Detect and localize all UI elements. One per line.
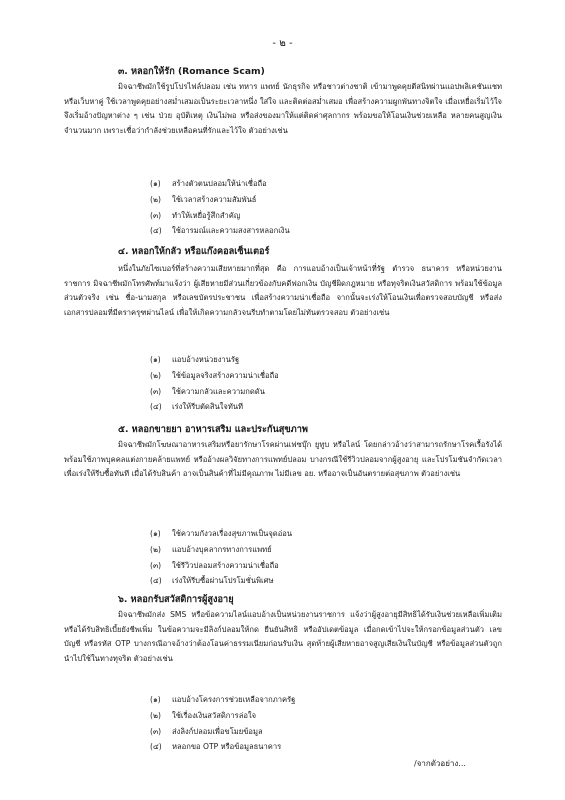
section-4-body: หนึ่งในภัยไซเบอร์ที่สร้างความเสียหายมากที่สุด คือ การแอบอ้างเป็นเจ้าหน้าที่รัฐ ตำรวจ ธนาคาร หรือหน่วยงานราชการ มิจฉาชีพมักโทรศัพท์มาแจ้งว่า ผู้เสียหายมีส่วนเกี่ยวข้องกับคดีฟอกเงิน บัญชีผิดกฎหมาย หรือทุจริตเงินสวัสดิการ พร้อมใช้ข้อมูลส่วนตัวจริง เช่น ชื่อ-นามสกุล หรือเลขบัตรประชาชน เพื่อสร้างความน่าเชื่อถือ จากนั้นจะเร่งให้โอนเงินเพื่อตรวจสอบบัญชี หรือส่งเอกสารปลอมที่มีตราครุฑผ่านไลน์ เพื่อให้เกิดความกลัวจนรีบทำตามโดยไม่ทันตรวจสอบ ตัวอย่างเช่น (64, 264, 502, 317)
list-item-text: ใช้เวลาสร้างความสัมพันธ์ (172, 194, 257, 204)
list-item-text: ใช้รีวิวปลอมสร้างความน่าเชื่อถือ (172, 560, 279, 570)
list-item-text: สร้างตัวตนปลอมให้น่าเชื่อถือ (172, 179, 267, 188)
list-item-number: (๔) (150, 742, 162, 752)
list-item-number: (๔) (150, 226, 162, 236)
list-item-text: ทำให้เหยื่อรู้สึกสำคัญ (172, 210, 241, 220)
list-item (150, 192, 290, 208)
continuation-note: /จากตัวอย่าง... (414, 759, 466, 768)
list-item-number: (๑) (150, 179, 161, 188)
list-item-number: (๒) (150, 544, 161, 554)
list-item-text: แอบอ้างหน่วยงานรัฐ (172, 355, 240, 364)
page-number: - ๒ - (272, 38, 293, 49)
list-item-text: หลอกขอ OTP หรือข้อมูลธนาคาร (172, 742, 282, 752)
list-item-number: (๓) (150, 726, 162, 736)
list-item-number: (๒) (150, 710, 161, 720)
section-6-body: มิจฉาชีพมักส่ง SMS หรือข้อความไลน์แอบอ้างเป็นหน่วยงานราชการ แจ้งว่าผู้สูงอายุมีสิทธิได้รับเงินช่วยเหลือเพิ่มเติม หรือได้รับสิทธิเบี้ยยังชีพเพิ่ม ในข้อความจะมีลิงก์ปลอมให้กด ยืนยันสิทธิ หรืออัปเดตข้อมูล เมื่อกดเข้าไปจะให้กรอกข้อมูลส่วนตัว เลขบัญชี หรือรหัส OTP บางกรณีอาจอ้างว่าต้องโอนค่าธรรมเนียมก่อนรับเงิน สุดท้ายผู้เสียหายอาจสูญเสียเงินในบัญชี หรือข้อมูลส่วนตัวถูกนำไปใช้ในทางทุจริต ตัวอย่างเช่น (64, 610, 502, 663)
list-item-text: เร่งให้รีบซื้อผ่านโปรโมชั่นพิเศษ (172, 576, 274, 586)
section-5-heading: ๕. หลอกขายยา อาหารเสริม และประกันสุขภาพ (118, 424, 308, 435)
list-item-number: (๒) (150, 194, 161, 204)
section-3-heading: ๓. หลอกให้รัก (Romance Scam) (118, 66, 265, 77)
list-item-number: (๑) (150, 355, 161, 364)
list-item (150, 558, 292, 574)
list-item (150, 542, 292, 558)
list-item-text: ใช้ข้อมูลจริงสร้างความน่าเชื่อถือ (172, 370, 279, 380)
section-5-body: มิจฉาชีพมักโฆษณาอาหารเสริมหรือยารักษาโรคผ่านเฟซบุ๊ก ยูทูบ หรือไลน์ โดยกล่าวอ้างว่าสามารถรักษาโรคเรื้อรังได้ พร้อมใช้ภาพบุคคลแต่งกายคล้ายแพทย์ หรืออ้างผลวิจัยทางการแพทย์ปลอม บางกรณีใช้รีวิวปลอมจากผู้สูงอายุ และโปรโมชันจำกัดเวลา เพื่อเร่งให้รีบซื้อทันที เมื่อได้รับสินค้า อาจเป็นสินค้าที่ไม่มีคุณภาพ ไม่มีเลข อย. หรืออาจเป็นอันตรายต่อสุขภาพ ตัวอย่างเช่น (64, 440, 502, 479)
list-item-text: ใช้เรื่องเงินสวัสดิการล่อใจ (172, 710, 257, 720)
list-item (150, 708, 295, 724)
list-item-number: (๔) (150, 402, 162, 412)
list-item (150, 384, 279, 400)
list-item-text: แอบอ้างบุคลากรทางการแพทย์ (172, 544, 272, 554)
section-3-body: มิจฉาชีพมักใช้รูปโปรไฟล์ปลอม เช่น ทหาร แพทย์ นักธุรกิจ หรือชาวต่างชาติ เข้ามาพูดคุยตีสนิทผ่านแอปพลิเคชันแชทหรือเว็บหาคู่ ใช้เวลาพูดคุยอย่างสม่ำเสมอเป็นระยะเวลาหนึ่ง ใส่ใจ และติดต่อสม่ำเสมอ เพื่อสร้างความผูกพันทางจิตใจ เมื่อเหยื่อเริ่มไว้ใจ จึงเริ่มอ้างปัญหาต่าง ๆ เช่น ป่วย อุบัติเหตุ เงินไม่พอ หรือส่งของมาให้แต่ติดค่าศุลกากร พร้อมขอให้โอนเงินช่วยเหลือ หลายคนสูญเงินจำนวนมาก เพราะเชื่อว่ากำลังช่วยเหลือคนที่รักและไว้ใจ ตัวอย่างเช่น (64, 82, 502, 135)
list-item (150, 208, 290, 224)
list-item (150, 368, 279, 384)
list-item-number: (๓) (150, 210, 162, 220)
list-item-text: เร่งให้รีบตัดสินใจทันที (172, 402, 244, 412)
section-3-list (150, 176, 290, 239)
list-item-number: (๓) (150, 386, 162, 396)
list-item-number: (๓) (150, 560, 162, 570)
section-4-heading: ๔. หลอกให้กลัว หรือแก๊งคอลเซ็นเตอร์ (118, 246, 270, 257)
list-item-text: ส่งลิงก์ปลอมเพื่อขโมยข้อมูล (172, 726, 263, 736)
list-item (150, 526, 292, 542)
list-item-number: (๒) (150, 370, 161, 380)
list-item (150, 399, 279, 415)
section-5-list (150, 526, 292, 589)
list-item-text: ใช้อารมณ์และความสงสารหลอกเงิน (172, 226, 290, 236)
list-item (150, 573, 292, 589)
list-item (150, 692, 295, 708)
list-item-text: ใช้ความกังวลเรื่องสุขภาพเป็นจุดอ่อน (172, 529, 293, 538)
section-4-list (150, 352, 279, 415)
list-item (150, 724, 295, 740)
list-item-text: ใช้ความกลัวและความกดดัน (172, 386, 265, 396)
list-item (150, 352, 279, 368)
list-item-number: (๑) (150, 695, 161, 704)
list-item-number: (๔) (150, 576, 162, 586)
list-item (150, 176, 290, 192)
list-item-text: แอบอ้างโครงการช่วยเหลือจากภาครัฐ (172, 695, 296, 704)
list-item (150, 739, 295, 755)
list-item (150, 223, 290, 239)
list-item-number: (๑) (150, 529, 161, 538)
section-6-heading: ๖. หลอกรับสวัสดิการผู้สูงอายุ (118, 594, 234, 605)
section-6-list (150, 692, 295, 755)
